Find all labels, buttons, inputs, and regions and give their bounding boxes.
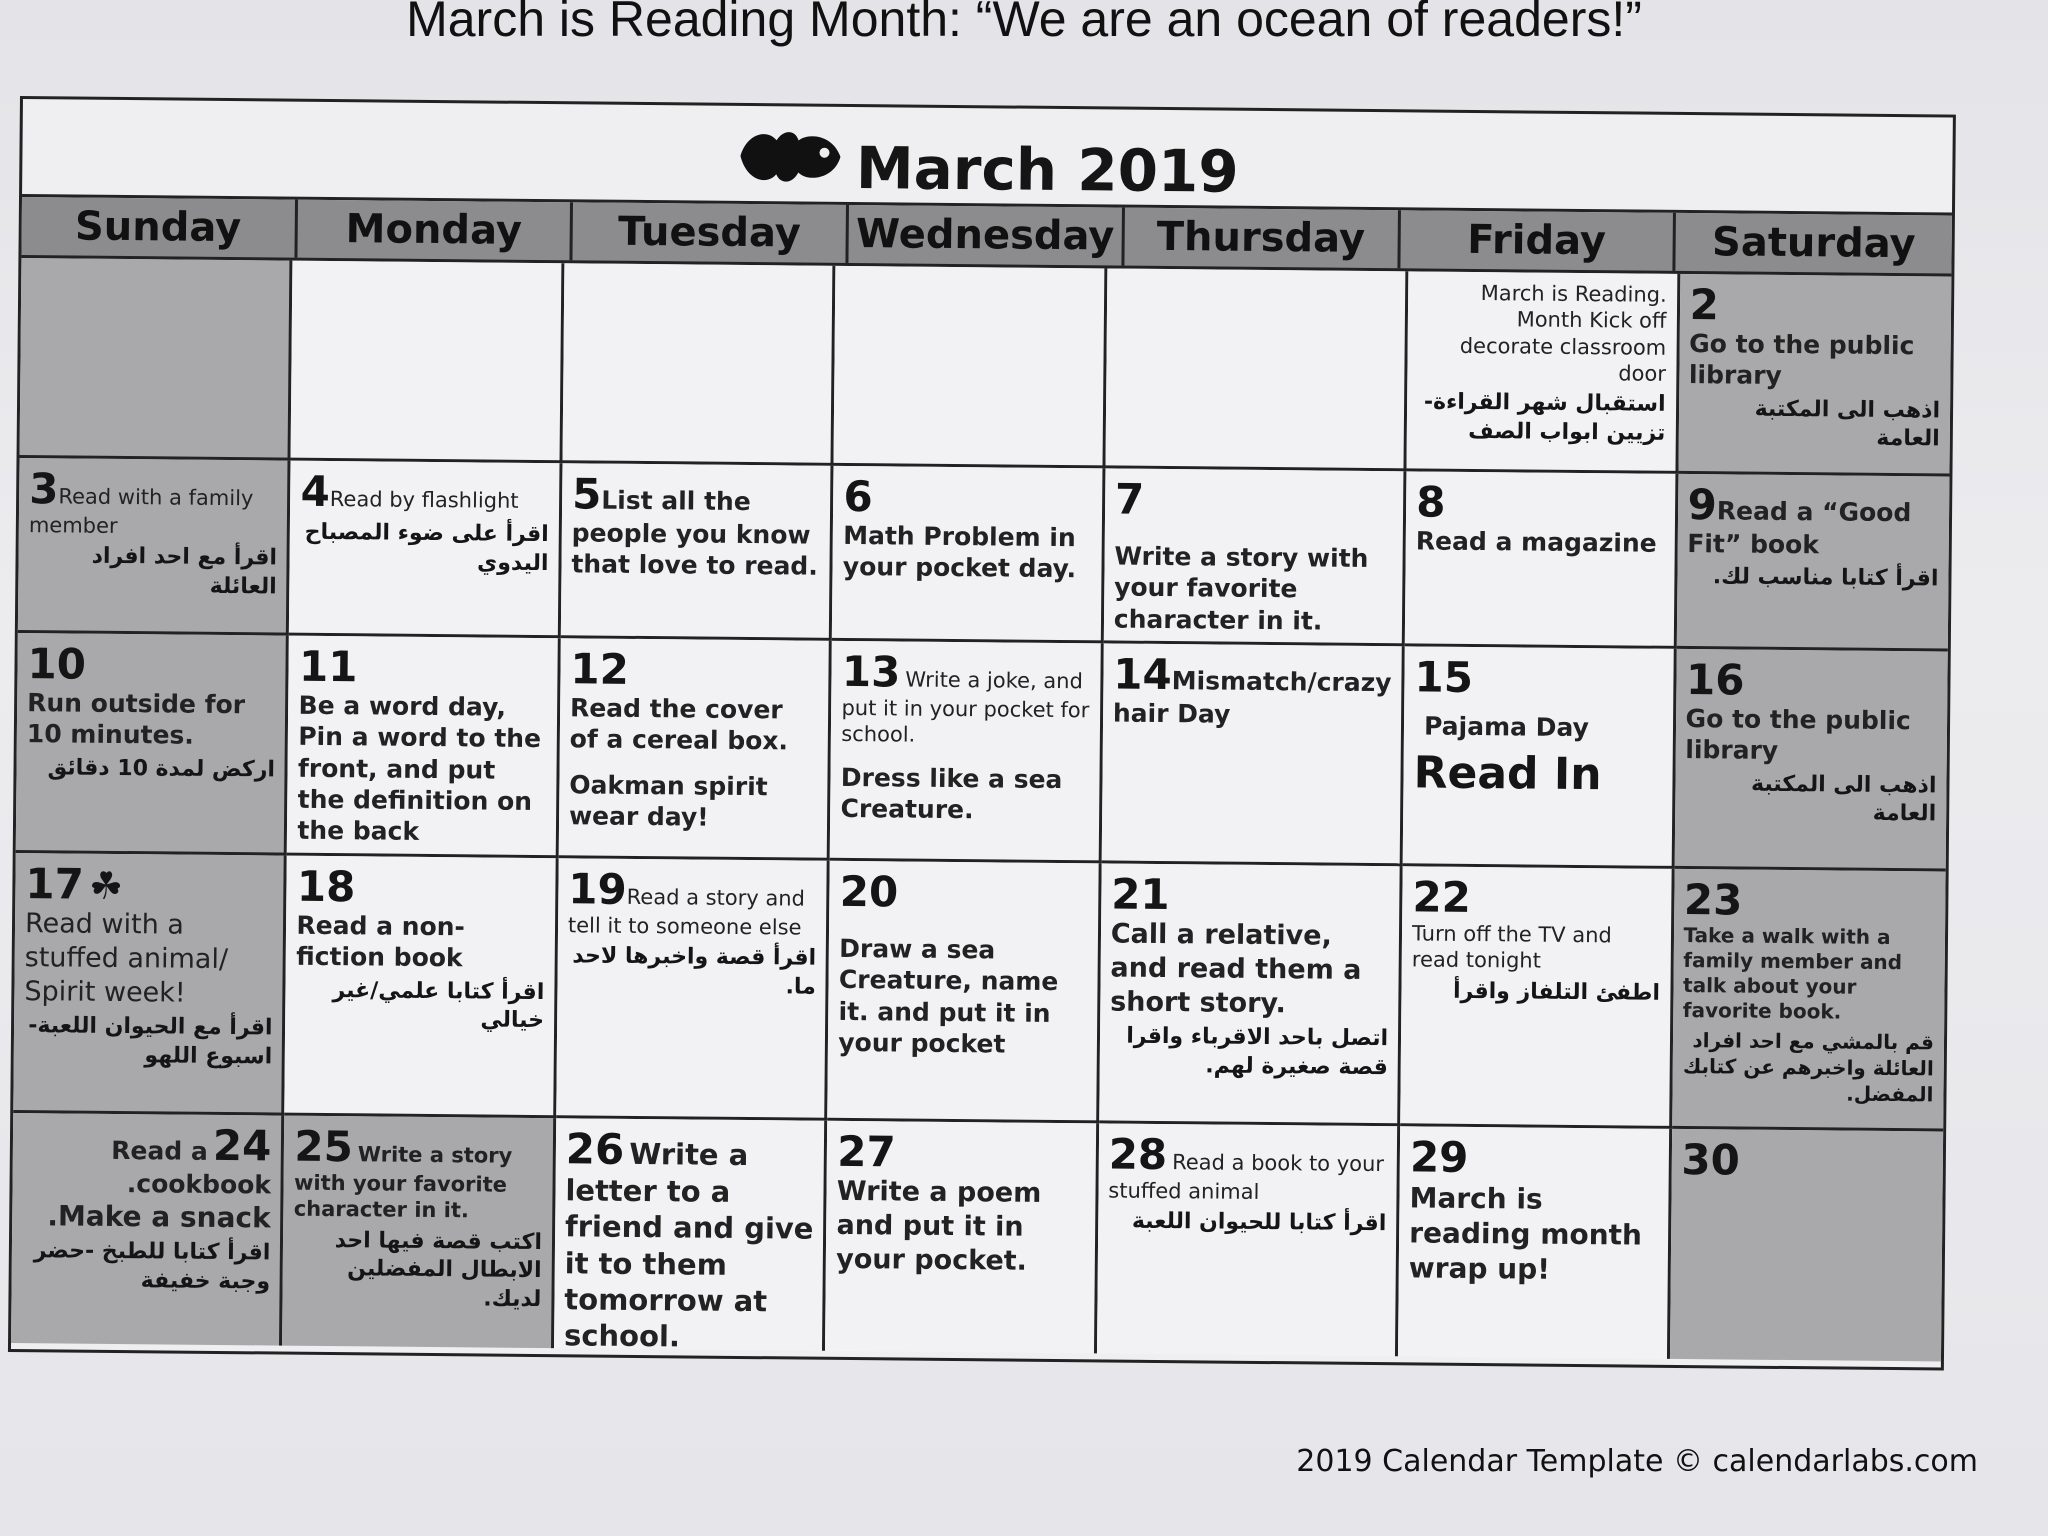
day-cell-3 bbox=[18, 458, 291, 636]
day-note: Go to the public library bbox=[1688, 329, 1915, 391]
day-note: Read the cover of a cereal box. bbox=[569, 693, 789, 756]
day-cell-11 bbox=[287, 636, 561, 859]
day-note: March is reading month wrap up! bbox=[1408, 1181, 1643, 1286]
day-number: 23 bbox=[1683, 875, 1743, 925]
arabic-note: قم بالمشي مع احد افراد العائلة واخبرهم عن كتابك المفضل. bbox=[1682, 1028, 1935, 1107]
note-line: decorate classroom bbox=[1459, 333, 1667, 360]
page-headline: March is Reading Month: “We are an ocean of readers!” bbox=[406, 0, 1642, 47]
day-number: 6 bbox=[843, 471, 874, 522]
arabic-note: اذهب الى المكتبة العامة bbox=[1750, 771, 1937, 827]
day-cell-30 bbox=[1669, 1129, 1943, 1362]
day-cell-21 bbox=[1099, 863, 1403, 1126]
day-cell-19 bbox=[556, 858, 830, 1121]
day-note: Write a story with your favorite character in it. bbox=[1113, 541, 1369, 636]
footer-credit: 2019 Calendar Template © calendarlabs.com bbox=[1296, 1444, 1978, 1479]
calendar-grid bbox=[11, 258, 1951, 1361]
day-note: Read a magazine bbox=[1415, 526, 1657, 558]
day-cell-9 bbox=[1676, 474, 1949, 652]
day-number: 15 bbox=[1414, 652, 1474, 702]
day-cell-25 bbox=[282, 1116, 556, 1349]
arabic-note: اقرأ كتابا للحيوان اللعبة bbox=[1131, 1209, 1387, 1237]
note-line: March is Reading. bbox=[1480, 281, 1667, 307]
day-number: 7 bbox=[1114, 474, 1145, 524]
day-cell-empty bbox=[20, 258, 293, 461]
day-note: Run outside for 10 minutes. bbox=[26, 688, 246, 751]
day-cell-empty bbox=[562, 263, 835, 466]
shamrock-icon: ☘ bbox=[88, 863, 124, 909]
day-cell-8 bbox=[1405, 471, 1678, 649]
day-number: 14 bbox=[1113, 649, 1172, 700]
day-number: 24 bbox=[212, 1120, 272, 1171]
day-note: List all the people you know that love to read. bbox=[571, 485, 818, 582]
weekday-monday: Monday bbox=[297, 200, 573, 261]
weekday-tuesday: Tuesday bbox=[573, 202, 849, 263]
day-cell-27 bbox=[825, 1121, 1099, 1354]
day-note-2: Dress like a sea Creature. bbox=[840, 762, 1063, 825]
day-note-line2: .cookbook bbox=[126, 1169, 272, 1200]
arabic-note: اقرأ على ضوء المصباح اليدوي bbox=[304, 519, 549, 576]
day-number: 12 bbox=[570, 644, 630, 694]
day-note: Take a walk with a family member and talk about your favorite book. bbox=[1682, 923, 1903, 1024]
calendar-title bbox=[22, 99, 1953, 216]
day-cell-empty bbox=[1105, 268, 1408, 471]
day-cell-22 bbox=[1400, 866, 1674, 1129]
day-note-line3: .Make a snack bbox=[47, 1199, 271, 1235]
day-cell-empty bbox=[291, 261, 564, 464]
day-number: 21 bbox=[1110, 869, 1170, 920]
arabic-note: اقرأ كتابا للطبخ -حضر وجبة خفيفة bbox=[33, 1238, 271, 1295]
day-cell-20 bbox=[828, 861, 1102, 1124]
day-cell-17 bbox=[13, 853, 287, 1116]
day-number: 27 bbox=[837, 1126, 896, 1177]
arabic-note: اركض لمدة 10 دقائق bbox=[47, 754, 276, 783]
day-cell-4 bbox=[289, 461, 562, 639]
fish-logo-icon bbox=[736, 126, 847, 202]
day-cell-empty bbox=[834, 266, 1107, 469]
day-note: Read with a stuffed animal/ Spirit week! bbox=[24, 908, 229, 1009]
day-number: 20 bbox=[839, 866, 899, 917]
day-cell-2 bbox=[1678, 274, 1951, 477]
weekday-sunday: Sunday bbox=[21, 197, 297, 258]
day-note: Draw a sea Creature, name it. and put it in your pocket bbox=[838, 934, 1059, 1059]
day-cell-18 bbox=[285, 856, 559, 1119]
day-cell-28 bbox=[1097, 1123, 1400, 1356]
day-note: Pajama Day bbox=[1423, 711, 1589, 743]
day-note: Read with a family member bbox=[28, 484, 254, 539]
note-line: Month Kick off bbox=[1516, 307, 1667, 334]
weekday-friday: Friday bbox=[1400, 210, 1676, 271]
day-note: Math Problem in your pocket day. bbox=[842, 521, 1077, 584]
day-cell-6 bbox=[832, 466, 1105, 644]
day-number: 9 bbox=[1687, 480, 1718, 530]
arabic-note: اقرأ مع احد افراد العائلة bbox=[91, 544, 278, 600]
day-number: 4 bbox=[300, 466, 331, 516]
day-note: Call a relative, and read them a short story. bbox=[1110, 918, 1362, 1019]
day-note: Write a poem and put it in your pocket. bbox=[836, 1176, 1042, 1277]
day-number: 17 bbox=[25, 859, 85, 909]
day-cell-5 bbox=[561, 463, 834, 641]
day-note: Read by flashlight bbox=[329, 486, 519, 513]
day-note-2: Oakman spirit wear day! bbox=[568, 769, 768, 832]
arabic-note: اقرأ كتابا مناسب لك. bbox=[1712, 564, 1939, 592]
day-note: Turn off the TV and read tonight bbox=[1411, 921, 1612, 974]
day-cell-24 bbox=[11, 1113, 285, 1346]
day-cell-12 bbox=[559, 638, 833, 861]
day-number: 28 bbox=[1108, 1129, 1168, 1180]
day-cell-16 bbox=[1674, 649, 1948, 872]
arabic-note: استقبال شهر القراءة-تزيين ابواب الصف bbox=[1423, 389, 1666, 446]
arabic-note: اقرأ مع الحيوان اللعبة-اسبوع اللهو bbox=[28, 1013, 273, 1070]
day-cell-7 bbox=[1104, 468, 1407, 646]
day-cell-23 bbox=[1672, 869, 1946, 1132]
day-number: 13 bbox=[841, 646, 901, 697]
day-number: 3 bbox=[28, 464, 59, 514]
arabic-note: اطفئ التلفاز واقرأ bbox=[1452, 978, 1661, 1006]
day-cell-26 bbox=[554, 1118, 828, 1354]
day-note: Read a story and tell it to someone else bbox=[567, 884, 806, 940]
day-number: 19 bbox=[568, 864, 628, 914]
day-number: 16 bbox=[1685, 655, 1745, 705]
arabic-note: اقرأ قصة واخبرها لاحد ما. bbox=[572, 943, 817, 1000]
weekday-thursday: Thursday bbox=[1124, 208, 1400, 269]
weekday-saturday: Saturday bbox=[1711, 219, 1916, 268]
day-note: Read a “Good Fit” book bbox=[1687, 496, 1912, 560]
day-number: 11 bbox=[298, 641, 358, 692]
weekday-wednesday: Wednesday bbox=[849, 205, 1125, 266]
arabic-note: اذهب الى المكتبة العامة bbox=[1754, 396, 1941, 452]
day-number: 10 bbox=[27, 639, 87, 689]
day-number: 25 bbox=[294, 1121, 354, 1172]
day-number: 29 bbox=[1409, 1132, 1469, 1182]
arabic-note: اقرأ كتابا علمي/غير خيالي bbox=[332, 977, 545, 1034]
day-number: 26 bbox=[565, 1124, 625, 1174]
day-number: 18 bbox=[296, 861, 356, 912]
day-note: Write a story with your favorite character in it. bbox=[293, 1142, 513, 1223]
day-number: 30 bbox=[1681, 1134, 1741, 1185]
day-note: Mismatch/crazy hair Day bbox=[1112, 666, 1392, 729]
day-number: 8 bbox=[1416, 477, 1446, 527]
day-cell-29 bbox=[1398, 1126, 1672, 1359]
day-cell-10 bbox=[16, 633, 290, 856]
arabic-note: اكتب قصة فيها احد الابطال المفضلين لديك. bbox=[334, 1227, 543, 1312]
arabic-note: اتصل باحد الاقرباء واقرا قصة صغيرة لهم. bbox=[1126, 1024, 1389, 1081]
day-cell-1 bbox=[1407, 271, 1680, 474]
day-note: Be a word day, Pin a word to the front, and put the definition on the back bbox=[297, 690, 542, 847]
day-number: 2 bbox=[1689, 280, 1720, 330]
day-number: 5 bbox=[571, 469, 602, 519]
calendar bbox=[8, 96, 1956, 1371]
day-note: Write a joke, and put it in your pocket for school. bbox=[841, 667, 1090, 748]
calendar-title-text: March 2019 bbox=[855, 134, 1240, 206]
day-note: Read a bbox=[111, 1135, 208, 1166]
day-cell-15 bbox=[1403, 646, 1677, 869]
day-note: Read a non-fiction book bbox=[296, 910, 466, 973]
day-cell-13 bbox=[830, 641, 1104, 864]
day-cell-14 bbox=[1101, 643, 1404, 866]
day-number: 22 bbox=[1412, 872, 1472, 922]
read-in-label: Read In bbox=[1413, 747, 1602, 801]
day-note: Read a book to your stuffed animal bbox=[1108, 1150, 1385, 1205]
note-line: door bbox=[1618, 361, 1667, 386]
day-note: Go to the public library bbox=[1685, 704, 1911, 766]
day-note: Write a letter to a friend and give it to them tomorrow at school. bbox=[563, 1136, 814, 1354]
